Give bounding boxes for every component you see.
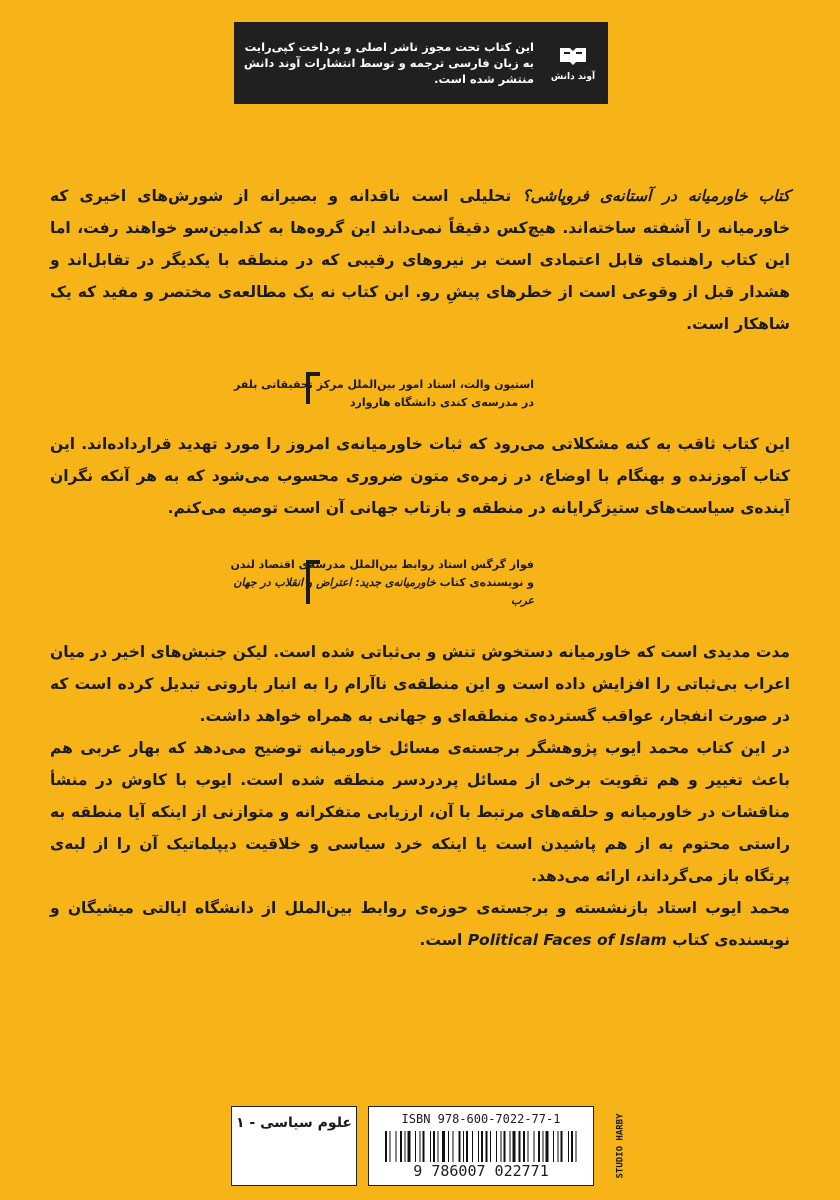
publisher-logo: [538, 22, 608, 104]
blurb-gerges-text: این کتاب ثاقب به کنه مشکلاتی می‌رود که ثبات خاورمیانه‌ی امروز را مورد تهدید قرارداده‌اند. این کتاب آموزنده و بهنگام با اوضاع، در زمره‌ی متون ضروری محسوب می‌شود که به هر آنکه نگران آینده‌ی سیاست‌های ستیزگرایانه در منطقه و بازتاب جهانی آن است توصیه می‌کنم.: [50, 435, 790, 517]
blurb-gerges: [50, 428, 790, 524]
series-label: علوم سیاسی - ۱: [236, 1115, 352, 1131]
book-title-italic: کتاب خاورمیانه در آستانه‌ی فروپاشی؟: [522, 187, 790, 205]
publisher-notice-text: این کتاب تحت مجوز ناشر اصلی و پرداخت کپی‌رایت به زبان فارسی ترجمه و توسط انتشارات آوند دانش منتشر شده است.: [243, 40, 534, 86]
p3-prefix: محمد ایوب استاد بازنشسته و برجسته‌ی حوزه‌ی روابط بین‌الملل از دانشگاه ایالتی میشیگان و نویسنده‌ی کتاب: [50, 899, 790, 949]
blurb-walt-attribution: استیون والت، استاد امور بین‌الملل مرکز تحقیقاتی بلفر در مدرسه‌ی کندی دانشگاه هاروارد: [233, 378, 534, 409]
book-logo-icon: [558, 44, 588, 66]
studio-credit: [611, 1106, 631, 1186]
blurb-walt-body: تحلیلی است ناقدانه و بصیرانه از شورش‌های اخیری که خاورمیانه را آشفته ساخته‌اند. هیچ‌کس دقیقاً نمی‌داند این گروه‌ها به کدامین‌سو خواهند رفت، اما این کتاب راهنمای قابل اعتمادی است بر نیروهای رقیبی که در منطقه با یکدیگر در تقابل‌اند و هشدار قبل از وقوعی است از خطرهای پیشِ رو. این کتاب نه یک مطالعه‌ی مختصر و مفید که یک شاهکار است.: [50, 187, 790, 333]
description-p3: [50, 892, 790, 956]
description-p1: مدت مدیدی است که خاورمیانه دستخوش تنش و بی‌ثباتی شده است. لیکن جنبش‌های اخیر در میان اعراب بی‌ثباتی را افزایش داده است و این منطقه‌ی ناآرام را به انبار باروتی تبدیل کرده است که در صورت انفجار، عواقب گسترده‌ی منطقه‌ای و جهانی به همراه خواهد داشت.: [50, 643, 790, 725]
blurb-gerges-attribution: [226, 556, 534, 610]
studio-credit-text: STUDIO HARBY: [616, 1113, 626, 1179]
blurb-walt-text: [50, 180, 790, 340]
publisher-logo-label: آوند دانش: [550, 72, 596, 82]
publisher-notice-box: [234, 22, 608, 104]
description-p2: در این کتاب محمد ایوب پژوهشگر برجسته‌ی مسائل خاورمیانه توضیح می‌دهد که بهار عربی هم باعث تغییر و هم تقویت برخی از مسائل پردردسر منطقه شده است. ایوب با کاوش در منشأ مناقشات در خاورمیانه و حلقه‌های مرتبط با آن، ارزیابی متفکرانه و متوازنی از اینکه آیا منطقه به راستی محتوم به از هم پاشیدن است یا اینکه خرد سیاسی و خلاقیت دیپلماتیک آن را از لبه‌ی پرتگاه باز می‌گرداند، ارائه می‌دهد.: [50, 739, 790, 885]
isbn-text: ISBN 978-600-7022-77-1: [401, 1112, 561, 1126]
attribution-prefix: فواز گرگس استاد روابط بین‌الملل مدرسه‌ی اقتصاد لندن و نویسنده‌ی کتاب: [230, 558, 534, 589]
attribution-book-italic: خاورمیانه‌ی جدید: اعتراض و انقلاب در جهان عرب: [233, 576, 534, 607]
p3-suffix: است.: [419, 931, 468, 949]
series-box: [231, 1106, 357, 1186]
blurb-walt: [50, 180, 790, 340]
barcode-box: [368, 1106, 594, 1186]
book-description: [50, 636, 790, 956]
ean-digits: 9 786007 022771: [369, 1162, 593, 1180]
p3-book-title: Political Faces of Islam: [467, 931, 667, 949]
